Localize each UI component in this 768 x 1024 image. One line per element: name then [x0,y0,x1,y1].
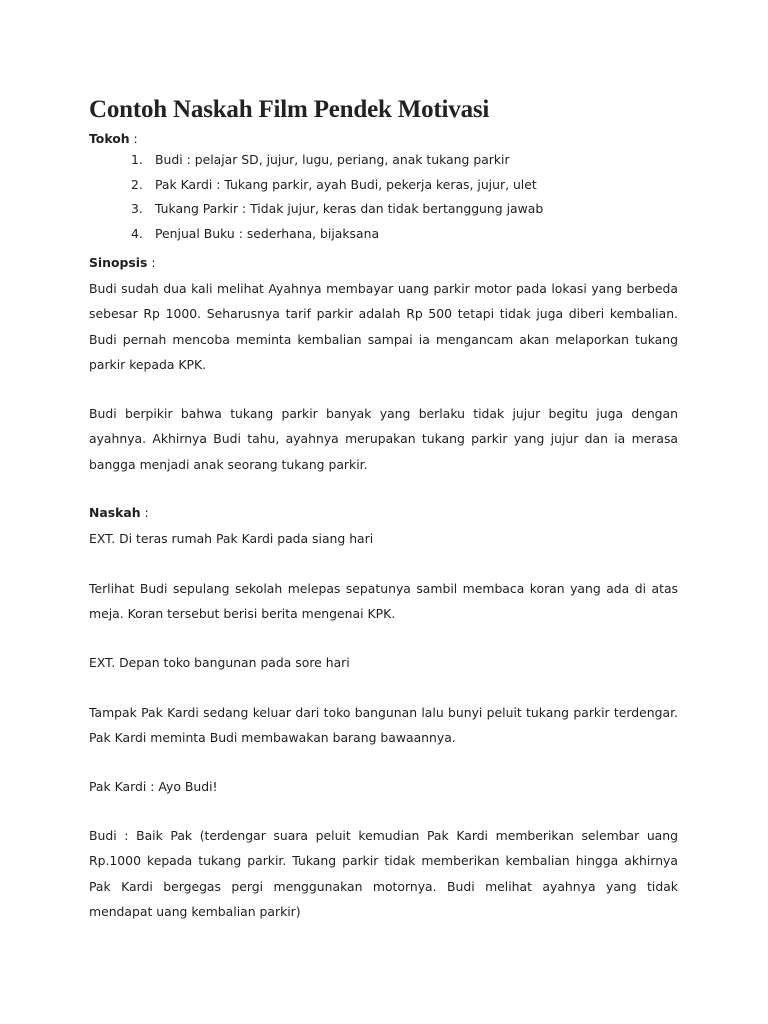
list-item-text: Budi : pelajar SD, jujur, lugu, periang, anak tukang parkir [155,152,510,167]
naskah-separator: : [140,505,149,520]
sinopsis-heading [89,253,156,273]
sinopsis-paragraph-1: Budi sudah dua kali melihat Ayahnya membayar uang parkir motor pada lokasi yang berbeda sebesar Rp 1000. Seharusnya tarif parkir adalah Rp 500 tetapi tidak juga diberi kembalian. Budi pernah mencoba meminta kembalian sampai ia mengancam akan melaporkan tukang parkir kepada KPK. [89,281,678,372]
list-item-text: Pak Kardi : Tukang parkir, ayah Budi, pekerja keras, jujur, ulet [155,176,537,192]
list-item-text: Penjual Buku : sederhana, bijaksana [155,225,380,241]
naskah-label: Naskah [89,505,141,520]
dialog-budi: Budi : Baik Pak (terdengar suara peluit kemudian Pak Kardi memberikan selembar uang Rp.1000 kepada tukang parkir. Tukang parkir tidak memberikan kembalian hingga akhirnya Pak Kardi bergegas pergi menggunakan motornya. Budi melihat ayahnya yang tidak mendapat uang kembalian parkir) [89,828,678,919]
list-item-number: 3. [131,201,143,216]
sinopsis-separator: : [147,255,156,270]
naskah-paragraph-2: Tampak Pak Kardi sedang keluar dari toko bangunan lalu bunyi peluit tukang parkir terdengar. Pak Kardi meminta Budi membawakan barang bawaannya. [89,705,678,746]
dialog-pak-kardi: Pak Kardi : Ayo Budi! [89,779,218,794]
document-title: Contoh Naskah Film Pendek Motivasi [89,96,490,123]
naskah-paragraph-1: Terlihat Budi sepulang sekolah melepas sepatunya sambil membaca koran yang ada di atas meja. Koran tersebut berisi berita mengenai KPK. [89,581,678,622]
sinopsis-label: Sinopsis [89,255,148,270]
list-item-text: Tukang Parkir : Tidak jujur, keras dan tidak bertanggung jawab [155,201,544,216]
tokoh-separator: : [129,131,138,146]
tokoh-heading [89,129,138,149]
tokoh-label: Tokoh [89,131,130,146]
list-item-number: 4. [131,225,143,241]
scene-heading-2: EXT. Depan toko bangunan pada sore hari [89,655,350,670]
sinopsis-paragraph-2: Budi berpikir bahwa tukang parkir banyak yang berlaku tidak jujur begitu juga dengan ayahnya. Akhirnya Budi tahu, ayahnya merupakan tukang parkir yang jujur dan ia merasa bangga menjadi anak seorang tukang parkir. [89,406,678,472]
naskah-heading [89,503,149,523]
list-item-number: 1. [131,152,143,167]
scene-heading-1: EXT. Di teras rumah Pak Kardi pada siang hari [89,531,374,546]
list-item-number: 2. [131,176,143,192]
